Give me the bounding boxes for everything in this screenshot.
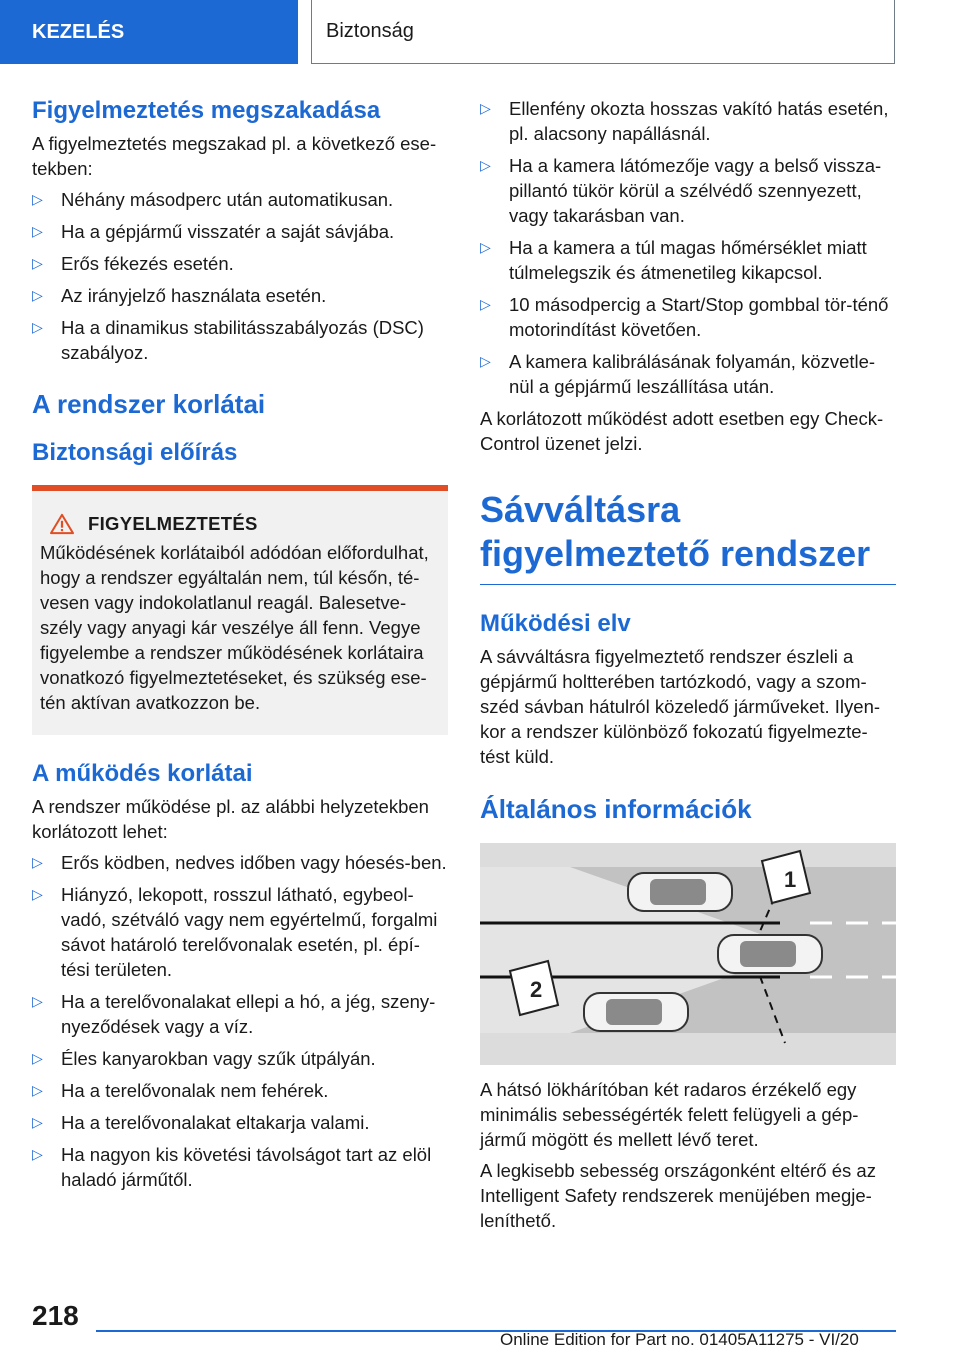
warning-title: FIGYELMEZTETÉS <box>88 513 258 534</box>
list-item <box>32 315 448 365</box>
list-item <box>32 882 448 982</box>
list-item-text: Erős fékezés esetén. <box>61 253 234 274</box>
marker-label: 1 <box>784 867 797 892</box>
triangle-right-icon: ▷ <box>480 239 491 255</box>
list-item-text: Ha a kamera látómezője vagy a belső vissza-pillantó tükör körül a szélvédő szennyezett, vagy takarásban van. <box>509 155 882 226</box>
footer-edition: Online Edition for Part no. 01405A11275 - VI/20 <box>500 1330 859 1349</box>
chapter-title: Biztonság <box>311 0 895 64</box>
car-icon <box>718 935 822 973</box>
list-item <box>480 96 896 146</box>
marker-2-icon <box>510 961 558 1015</box>
triangle-right-icon: ▷ <box>32 255 43 271</box>
list-item-text: Az irányjelző használata esetén. <box>61 285 327 306</box>
heading-principle: Működési elv <box>480 610 631 637</box>
triangle-right-icon: ▷ <box>32 1082 43 1098</box>
triangle-right-icon: ▷ <box>32 319 43 335</box>
right-column <box>480 96 896 1239</box>
illustration-svg <box>480 843 896 1065</box>
marker-label: 2 <box>530 977 543 1002</box>
list-item-text: Ellenfény okozta hosszas vakító hatás esetén, pl. alacsony napállásnál. <box>509 98 889 144</box>
para-speed: A legkisebb sebesség országonként eltérő és az Intelligent Safety rendszerek menüjében megje-leníthető. <box>480 1160 876 1231</box>
list-item <box>32 219 448 244</box>
list-item <box>32 989 448 1039</box>
list-item <box>32 1046 448 1071</box>
triangle-right-icon: ▷ <box>32 1114 43 1130</box>
blind-spot-illustration <box>480 843 896 1065</box>
list-item <box>480 292 896 342</box>
triangle-right-icon: ▷ <box>32 1146 43 1162</box>
para-radar: A hátsó lökhárítóban két radaros érzékelő egy minimális sebességérték felett felügyeli a gép-jármű mögött és mellett lévő teret. <box>480 1079 859 1150</box>
car-icon <box>584 993 688 1031</box>
list-func-limits <box>32 850 448 1192</box>
triangle-right-icon: ▷ <box>32 854 43 870</box>
heading-general: Általános információk <box>480 794 752 824</box>
list-item-text: Éles kanyarokban vagy szűk útpályán. <box>61 1048 376 1069</box>
warning-text: Működésének korlátaiból adódóan előfordulhat, hogy a rendszer egyáltalán nem, túl későn, té-vesen vagy indokolatlanul reagál. Balesetve-szély vagy anyagi kár veszélye áll fenn. Vegye figyelembe a rendszer működésének korlátaira vonatkozó figyelmeztetéseket, és szükség ese-tén aktívan avatkozzon be. <box>40 542 429 713</box>
list-item <box>32 251 448 276</box>
list-interrupt <box>32 187 448 365</box>
heading-safety: Biztonsági előírás <box>32 439 238 466</box>
list-item <box>32 850 448 875</box>
list-item-text: Ha a dinamikus stabilitásszabályozás (DSC) szabályoz. <box>61 317 424 363</box>
triangle-right-icon: ▷ <box>32 191 43 207</box>
triangle-right-icon: ▷ <box>480 100 491 116</box>
list-item-text: Erős ködben, nedves időben vagy hóesés-ben. <box>61 852 447 873</box>
heading-limits: A rendszer korlátai <box>32 389 266 419</box>
list-item-text: Ha a terelővonalak nem fehérek. <box>61 1080 329 1101</box>
list-item-text: Ha a gépjármű visszatér a saját sávjába. <box>61 221 395 242</box>
triangle-right-icon: ▷ <box>32 1050 43 1066</box>
list-item <box>480 153 896 228</box>
list-item <box>32 283 448 308</box>
triangle-right-icon: ▷ <box>32 223 43 239</box>
triangle-right-icon: ▷ <box>480 296 491 312</box>
triangle-right-icon: ▷ <box>32 993 43 1009</box>
para-check-control: A korlátozott működést adott esetben egy Check-Control üzenet jelzi. <box>480 408 884 454</box>
list-item-text: Ha nagyon kis követési távolságot tart az elöl haladó járműtől. <box>61 1144 432 1190</box>
list-item-text: Ha a terelővonalakat eltakarja valami. <box>61 1112 370 1133</box>
list-item-text: Ha a kamera a túl magas hőmérséklet miatt túlmelegszik és átmenetileg kikapcsol. <box>509 237 867 283</box>
list-item-text: Hiányzó, lekopott, rosszul látható, egybeol-vadó, szétváló vagy nem egyértelmű, forgalmi sávot határoló terelővonalak esetén, pl. épí-tési területen. <box>61 884 438 980</box>
warning-box <box>32 485 448 735</box>
triangle-right-icon: ▷ <box>32 287 43 303</box>
list-item <box>480 349 896 399</box>
list-item <box>32 1142 448 1192</box>
list-item-text: Ha a terelővonalakat ellepi a hó, a jég, szeny-nyeződések vagy a víz. <box>61 991 436 1037</box>
heading-func-limits: A működés korlátai <box>32 760 253 787</box>
list-item-text: Néhány másodperc után automatikusan. <box>61 189 394 210</box>
list-item <box>32 1078 448 1103</box>
list-item-text: 10 másodpercig a Start/Stop gombbal tör-ténő motorindítást követően. <box>509 294 889 340</box>
para-interrupt: A figyelmeztetés megszakad pl. a következő ese-tekben: <box>32 133 437 179</box>
para-principle: A sávváltásra figyelmeztető rendszer észleli a gépjármű holtterében tartózkodó, vagy a szom-széd sávban hátulról közeledő járműveket. Ilyen-kor a rendszer különböző fokozatú figyelmezte-tést küld. <box>480 646 881 767</box>
list-item <box>32 1110 448 1135</box>
warning-triangle-icon <box>48 513 76 535</box>
heading-interrupt: Figyelmeztetés megszakadása <box>32 97 381 124</box>
heading-lane-change: Sávváltásra figyelmeztető rendszer <box>480 488 896 585</box>
list-item <box>480 235 896 285</box>
marker-1-icon <box>762 851 810 903</box>
triangle-right-icon: ▷ <box>480 157 491 173</box>
para-func-limits: A rendszer működése pl. az alábbi helyzetekben korlátozott lehet: <box>32 796 429 842</box>
list-item-text: A kamera kalibrálásának folyamán, közvetle-nül a gépjármű leszállítása után. <box>509 351 876 397</box>
warning-title-row <box>40 511 440 536</box>
triangle-right-icon: ▷ <box>480 353 491 369</box>
page-number: 218 <box>32 1300 79 1331</box>
list-item <box>32 187 448 212</box>
car-icon <box>628 873 732 911</box>
section-tab: KEZELÉS <box>0 0 298 64</box>
triangle-right-icon: ▷ <box>32 886 43 902</box>
list-continued <box>480 96 896 399</box>
left-column <box>32 96 448 1199</box>
